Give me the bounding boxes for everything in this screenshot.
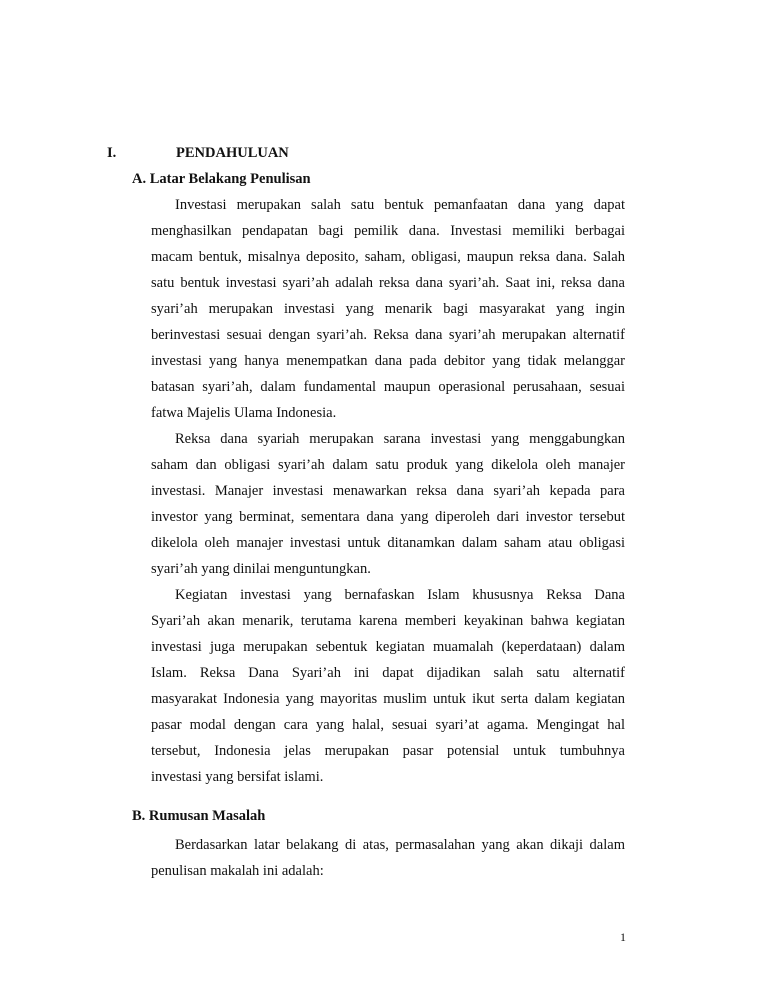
paragraph-line: dikelola oleh manajer investasi untuk ditanamkan dalam saham atau obligasi bbox=[151, 535, 625, 551]
paragraph-line: Kegiatan investasi yang bernafaskan Islam khususnya Reksa Dana bbox=[175, 587, 625, 603]
paragraph-line: Investasi merupakan salah satu bentuk pemanfaatan dana yang dapat bbox=[175, 197, 625, 213]
paragraph-line: masyarakat Indonesia yang mayoritas muslim untuk ikut serta dalam kegiatan bbox=[151, 691, 625, 707]
paragraph-line: berinvestasi sesuai dengan syari’ah. Reksa dana syari’ah merupakan alternatif bbox=[151, 327, 625, 343]
paragraph-line: investasi yang bersifat islami. bbox=[151, 769, 324, 785]
paragraph-line: macam bentuk, misalnya deposito, saham, obligasi, maupun reksa dana. Salah bbox=[151, 249, 625, 265]
paragraph-line: investasi juga merupakan sebentuk kegiatan muamalah (keperdataan) dalam bbox=[151, 639, 625, 655]
paragraph-line: tersebut, Indonesia jelas merupakan pasar potensial untuk tumbuhnya bbox=[151, 743, 625, 759]
page-number: 1 bbox=[620, 930, 626, 944]
paragraph-line: syari’ah merupakan investasi yang menarik bagi masyarakat yang ingin bbox=[151, 301, 625, 317]
paragraph-line: pasar modal dengan cara yang halal, sesuai syari’at agama. Mengingat hal bbox=[151, 717, 625, 733]
paragraph-line: Syari’ah akan menarik, terutama karena memberi keyakinan bahwa kegiatan bbox=[151, 613, 625, 629]
chapter-number: I. bbox=[107, 145, 117, 161]
chapter-title: PENDAHULUAN bbox=[176, 145, 289, 161]
paragraph-line: fatwa Majelis Ulama Indonesia. bbox=[151, 405, 337, 421]
paragraph-line: Reksa dana syariah merupakan sarana investasi yang menggabungkan bbox=[175, 431, 625, 447]
paragraph-line: penulisan makalah ini adalah: bbox=[151, 863, 324, 879]
paragraph-line: syari’ah yang dinilai menguntungkan. bbox=[151, 561, 371, 577]
paragraph-line: Islam. Reksa Dana Syari’ah ini dapat dijadikan salah satu alternatif bbox=[151, 665, 625, 681]
paragraph-line: investasi yang hanya menempatkan dana pada debitor yang tidak melanggar bbox=[151, 353, 625, 369]
paragraph-line: saham dan obligasi syari’ah dalam satu produk yang dikelola oleh manajer bbox=[151, 457, 625, 473]
paragraph-line: investor yang berminat, sementara dana yang diperoleh dari investor tersebut bbox=[151, 509, 625, 525]
paragraph-line: investasi. Manajer investasi menawarkan reksa dana syari’ah kepada para bbox=[151, 483, 625, 499]
paragraph-line: satu bentuk investasi syari’ah adalah reksa dana syari’ah. Saat ini, reksa dana bbox=[151, 275, 625, 291]
section-a-heading: A. Latar Belakang Penulisan bbox=[132, 171, 311, 187]
paragraph-line: Berdasarkan latar belakang di atas, permasalahan yang akan dikaji dalam bbox=[175, 837, 625, 853]
section-b-heading: B. Rumusan Masalah bbox=[132, 808, 266, 824]
paragraph-line: batasan syari’ah, dalam fundamental maupun operasional perusahaan, sesuai bbox=[151, 379, 625, 395]
paragraph-line: menghasilkan pendapatan bagi pemilik dana. Investasi memiliki berbagai bbox=[151, 223, 625, 239]
